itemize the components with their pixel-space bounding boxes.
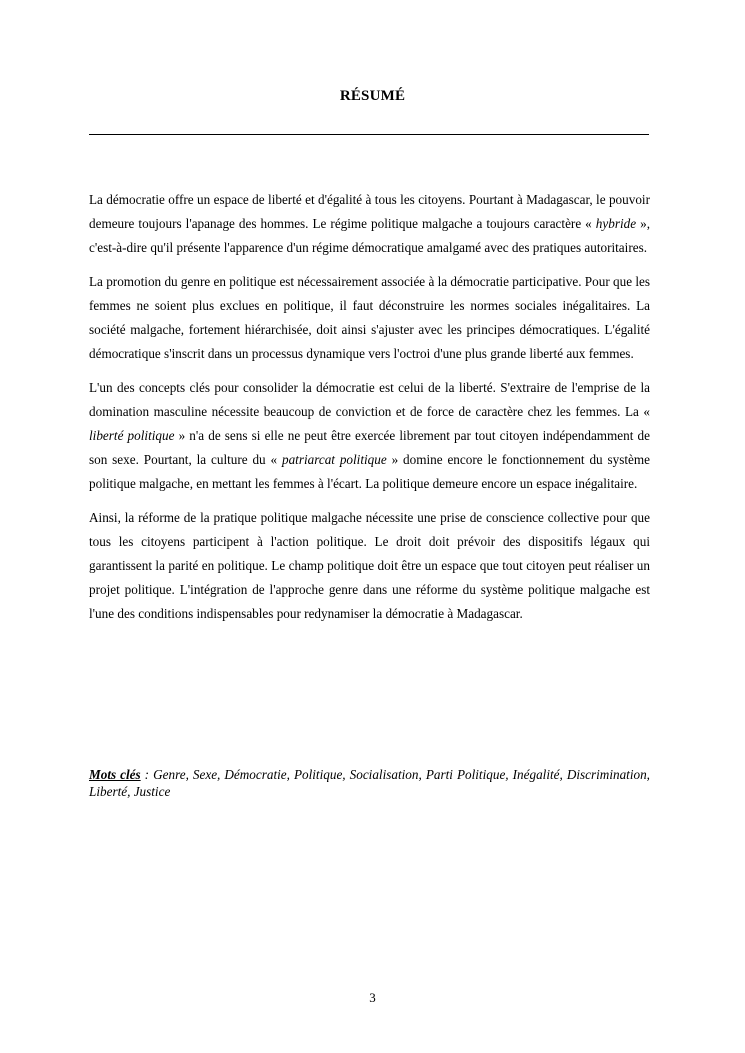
paragraph-3-part-a: L'un des concepts clés pour consolider la démocratie est celui de la liberté. S'extraire de l'emprise de la domination masculine nécessite beaucoup de conviction et de force de caractère chez les femmes. La «	[89, 380, 650, 419]
paragraph-2: La promotion du genre en politique est nécessairement associée à la démocratie participative. Pour que les femmes ne soient plus exclues en politique, il faut déconstruire les normes sociales inégalitaires. La société malgache, fortement hiérarchisée, doit ainsi s'ajuster avec les principes démocratiques. L'égalité démocratique s'inscrit dans un processus dynamique vers l'octroi d'une plus grande liberté aux femmes.	[89, 274, 650, 361]
page-number: 3	[369, 990, 376, 1005]
title-divider	[89, 134, 649, 135]
paragraph-1-part-b: », c'est-à-dire qu'il présente l'apparence d'un régime démocratique amalgamé avec des pratiques autoritaires.	[89, 216, 650, 255]
abstract-body	[89, 188, 650, 636]
paragraph-3-emphasis-1: liberté politique	[89, 428, 175, 443]
paragraph-1-emphasis: hybride	[595, 216, 637, 231]
keywords-line	[89, 766, 650, 800]
keywords-list: Genre, Sexe, Démocratie, Politique, Socialisation, Parti Politique, Inégalité, Discrimination, Liberté, Justice	[89, 767, 650, 799]
paragraph-1	[89, 188, 650, 260]
keywords-separator: :	[140, 767, 154, 782]
keywords-label: Mots clés	[89, 767, 141, 782]
paragraph-3-part-b: » n'a de sens si elle ne peut être exercée librement par tout citoyen indépendamment de son sexe. Pourtant, la culture du «	[89, 428, 650, 467]
paragraph-4: Ainsi, la réforme de la pratique politique malgache nécessite une prise de conscience collective pour que tous les citoyens participent à l'action politique. Le droit doit prévoir des dispositifs légaux qui garantissent la parité en politique. Le champ politique doit être un espace que tout citoyen peut réaliser un projet politique. L'intégration de l'approche genre dans une réforme du système politique malgache est l'une des conditions indispensables pour redynamiser la démocratie à Madagascar.	[89, 510, 650, 621]
paragraph-3	[89, 376, 650, 496]
page-title: RÉSUMÉ	[339, 88, 406, 104]
paragraph-3-emphasis-2: patriarcat politique	[281, 452, 387, 467]
paragraph-1-part-a: La démocratie offre un espace de liberté et d'égalité à tous les citoyens. Pourtant à Madagascar, le pouvoir demeure toujours l'apanage des hommes. Le régime politique malgache a toujours caractère «	[89, 192, 650, 231]
paragraph-3-part-c: » domine encore le fonctionnement du système politique malgache, en mettant les femmes à l'écart. La politique demeure encore un espace inégalitaire.	[89, 452, 650, 491]
